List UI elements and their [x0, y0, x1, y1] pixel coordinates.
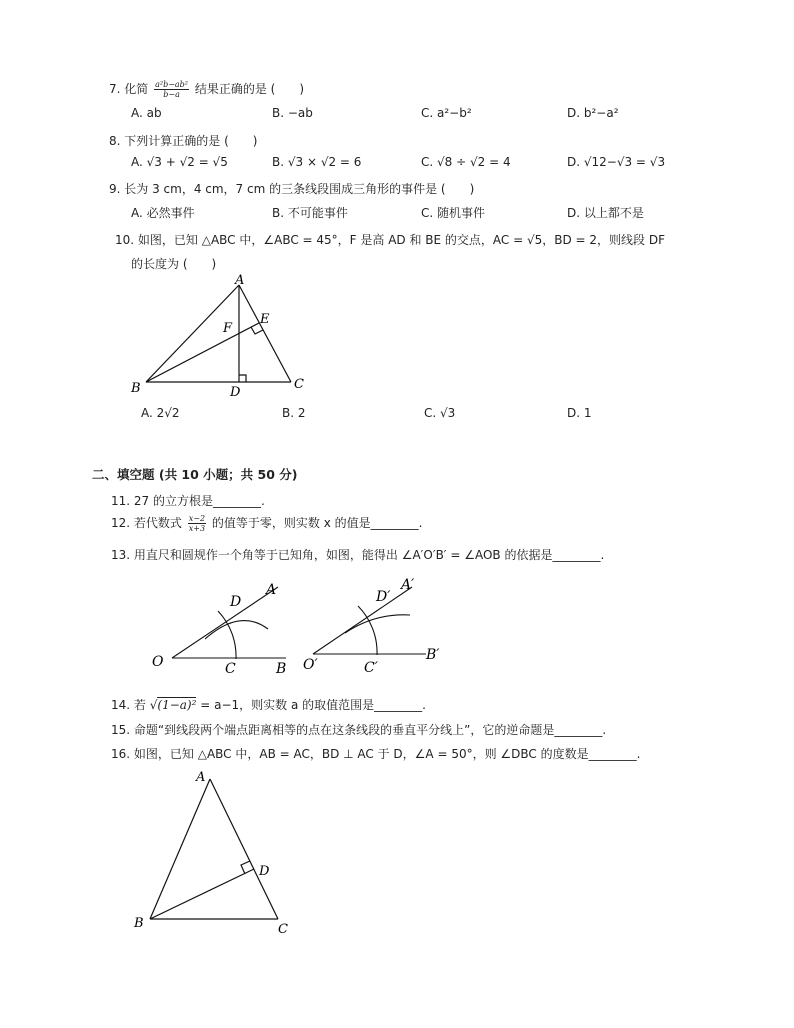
- q10-right-angle-d: [239, 375, 246, 382]
- q10-label-a: A: [235, 273, 245, 288]
- q13-label-c: C: [225, 661, 236, 677]
- q10-triangle-figure: [125, 272, 315, 402]
- q13-label-b: B: [276, 661, 287, 677]
- q10-side-ac: [239, 285, 291, 382]
- q16-side-ac: [210, 779, 278, 919]
- question-13: 13. 用直尺和圆规作一个角等于已知角，如图，能得出 ∠A′O′B′ = ∠AOB 的依据是________.: [111, 548, 605, 562]
- q10-option-c: C. √3: [424, 406, 456, 420]
- question-8-stem: 8. 下列计算正确的是 ( ): [109, 134, 258, 148]
- q16-label-d: D: [259, 864, 270, 879]
- q7-option-b: B. −ab: [272, 106, 313, 120]
- q8-option-d: D. √12−√3 = √3: [567, 155, 666, 169]
- q7-fraction: [154, 80, 189, 99]
- question-15: 15. 命题“到线段两个端点距离相等的点在这条线段的垂直平分线上”，它的逆命题是________.: [111, 723, 607, 737]
- q9-option-c: C. 随机事件: [421, 206, 486, 220]
- q13-label-b-prime: B′: [426, 647, 440, 663]
- q10-label-f: F: [223, 321, 233, 336]
- q10-label-c: C: [294, 377, 304, 392]
- question-7: [109, 80, 304, 99]
- q13-angle-construction-figure: [150, 573, 460, 683]
- question-9-stem: 9. 长为 3 cm，4 cm，7 cm 的三条线段围成三角形的事件是 ( ): [109, 182, 475, 196]
- q13-label-c-prime: C′: [364, 660, 378, 676]
- q10-label-e: E: [260, 312, 270, 327]
- q9-option-b: B. 不可能事件: [272, 206, 348, 220]
- q7-prefix: 7. 化简: [109, 82, 149, 96]
- q10-label-d: D: [230, 385, 241, 400]
- q9-option-d: D. 以上都不是: [567, 206, 644, 220]
- q16-label-c: C: [278, 922, 288, 937]
- q16-label-a: A: [196, 770, 206, 785]
- q13-ray-o2a2: [313, 587, 412, 654]
- q13-label-o: O: [152, 654, 164, 670]
- q12-fraction-numerator: x−2: [188, 514, 206, 523]
- question-14: [111, 696, 426, 713]
- question-10-stem-line1: 10. 如图，已知 △ABC 中，∠ABC = 45°，F 是高 AD 和 BE 的交点，AC = √5，BD = 2，则线段 DF: [115, 233, 666, 247]
- section-2-title: 二、填空题 (共 10 小题；共 50 分): [92, 467, 298, 482]
- q16-side-ab: [150, 779, 210, 919]
- q9-option-a: A. 必然事件: [131, 206, 195, 220]
- question-11: 11. 27 的立方根是________.: [111, 494, 265, 508]
- q7-option-c: C. a²−b²: [421, 106, 472, 120]
- q12-fraction-denominator: x+3: [188, 524, 206, 533]
- q10-label-b: B: [131, 381, 141, 396]
- q14-prefix: 14. 若: [111, 698, 146, 712]
- q8-option-b: B. √3 × √2 = 6: [272, 155, 362, 169]
- q12-fraction: [188, 514, 206, 533]
- q10-right-angle-e: [251, 327, 263, 334]
- q14-sqrt: [150, 698, 197, 712]
- q13-ray-oa: [172, 587, 278, 658]
- q13-label-a-prime: A′: [401, 577, 415, 593]
- q8-option-a: A. √3 + √2 = √5: [131, 155, 228, 169]
- q10-option-d: D. 1: [567, 406, 592, 420]
- q14-suffix: = a−1，则实数 a 的取值范围是________.: [200, 698, 426, 712]
- q7-fraction-denominator: b−a: [163, 90, 180, 99]
- q10-altitude-be: [146, 323, 259, 382]
- q7-option-d: D. b²−a²: [567, 106, 619, 120]
- q7-fraction-numerator: a²b−ab²: [155, 80, 188, 89]
- question-10-stem-line2: 的长度为 ( ): [131, 257, 217, 271]
- q12-prefix: 12. 若代数式: [111, 516, 182, 530]
- q7-suffix: 结果正确的是 ( ): [194, 82, 305, 96]
- q13-label-d-prime: D′: [376, 589, 391, 605]
- q7-option-a: A. ab: [131, 106, 162, 120]
- q10-option-b: B. 2: [282, 406, 306, 420]
- q13-label-d: D: [230, 594, 242, 610]
- question-16: 16. 如图，已知 △ABC 中，AB = AC，BD ⊥ AC 于 D，∠A = 50°，则 ∠DBC 的度数是________.: [111, 747, 641, 761]
- q8-option-c: C. √8 ÷ √2 = 4: [421, 155, 511, 169]
- sqrt-sign-icon: √: [149, 698, 158, 712]
- q14-radicand: (1−a)²: [157, 698, 197, 712]
- q13-arc-c2d2: [358, 606, 377, 655]
- question-12: [111, 514, 422, 533]
- q13-arc-d2: [345, 615, 410, 633]
- q12-suffix: 的值等于零，则实数 x 的值是________.: [211, 516, 423, 530]
- q13-label-a: A: [266, 582, 277, 598]
- q16-triangle-figure: [128, 767, 308, 937]
- q10-option-a: A. 2√2: [141, 406, 180, 420]
- q16-label-b: B: [134, 916, 144, 931]
- q16-segment-bd: [150, 869, 254, 919]
- q13-label-o-prime: O′: [303, 657, 318, 673]
- q13-arc-cd: [218, 611, 236, 659]
